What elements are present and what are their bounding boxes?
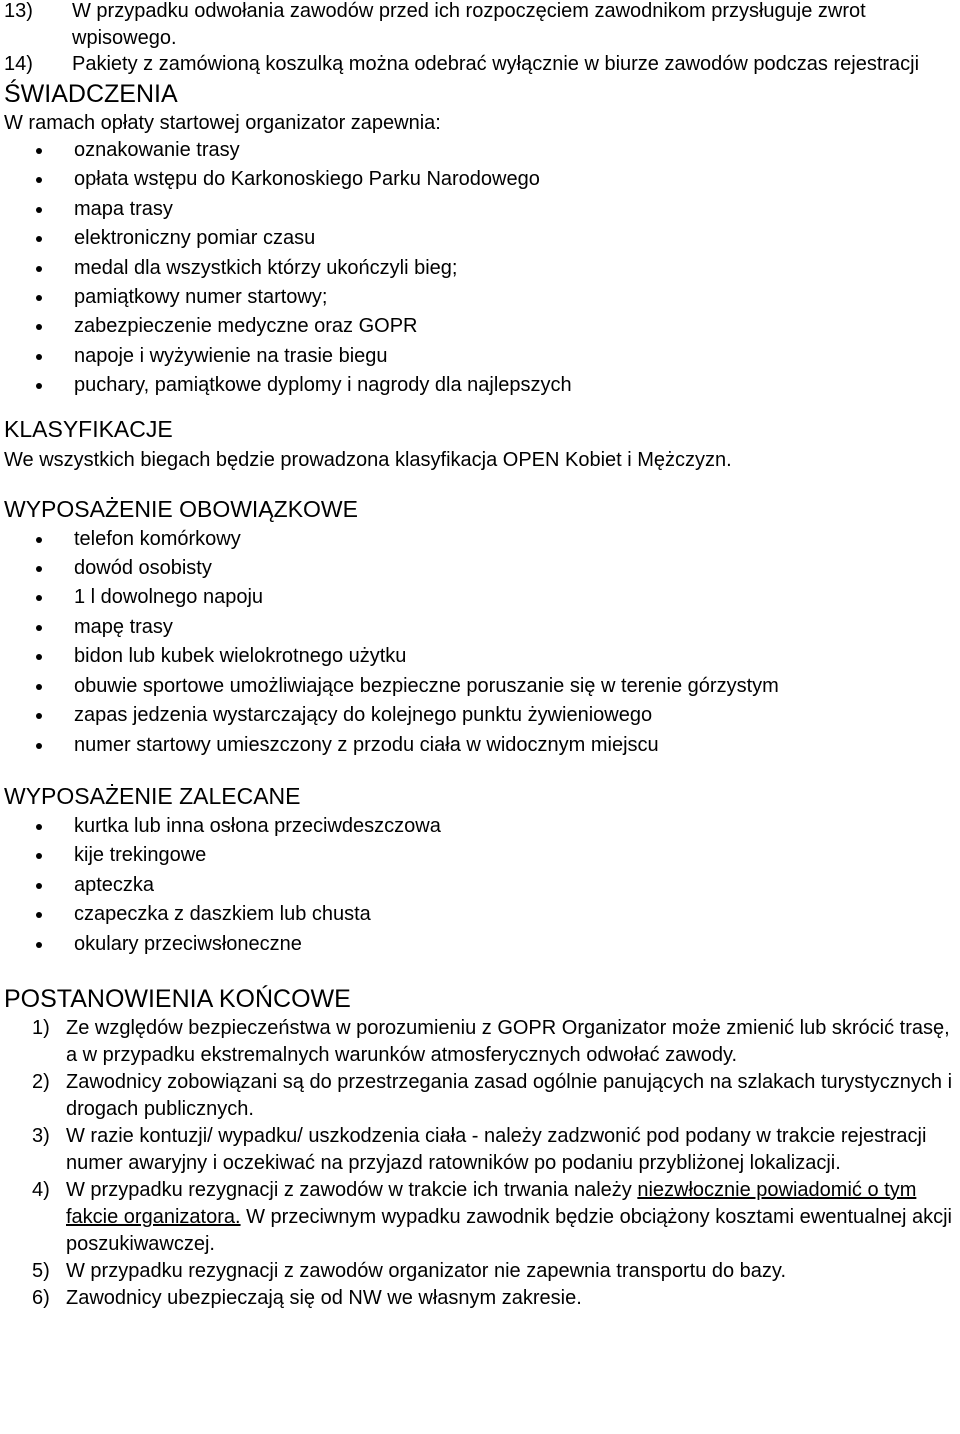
item-number: 13) [4, 0, 33, 22]
list-item: medal dla wszystkich którzy ukończyli bieg; [4, 254, 956, 283]
numbered-item [4, 51, 956, 78]
list-item: zapas jedzenia wystarczający do kolejnego punktu żywieniowego [4, 701, 956, 730]
document [4, 0, 956, 1312]
item-text-part: W przeciwnym wypadku zawodnik będzie obciążony kosztami ewentualnej akcji poszukiwawczej. [66, 1205, 952, 1255]
item-number: 2) [32, 1070, 50, 1093]
item-number: 3) [32, 1124, 50, 1147]
section-heading-wyposazenie-zalecane: WYPOSAŻENIE ZALECANE [4, 782, 301, 809]
item-number: 6) [32, 1286, 50, 1309]
list-item: opłata wstępu do Karkonoskiego Parku Narodowego [4, 165, 956, 194]
list-item: mapa trasy [4, 195, 956, 224]
list-item: napoje i wyżywienie na trasie biegu [4, 342, 956, 371]
numbered-item [4, 1258, 956, 1285]
list-item: kije trekingowe [4, 841, 956, 870]
item-number: 14) [4, 53, 33, 75]
list-item: bidon lub kubek wielokrotnego użytku [4, 642, 956, 671]
section-heading-swiadczenia: ŚWIADCZENIA [4, 80, 178, 108]
item-text [66, 1177, 956, 1258]
list-item: elektroniczny pomiar czasu [4, 224, 956, 253]
list-item: mapę trasy [4, 613, 956, 642]
numbered-item [4, 1177, 956, 1258]
list-item: kurtka lub inna osłona przeciwdeszczowa [4, 812, 956, 841]
final-provisions-list [4, 1015, 956, 1312]
numbered-item [4, 0, 956, 52]
list-item: oznakowanie trasy [4, 136, 956, 165]
list-item: czapeczka z daszkiem lub chusta [4, 900, 956, 929]
list-item: obuwie sportowe umożliwiające bezpieczne poruszanie się w terenie górzystym [4, 672, 956, 701]
section-heading-klasyfikacje: KLASYFIKACJE [4, 415, 173, 442]
list-item: okulary przeciwsłoneczne [4, 930, 956, 959]
list-item: 1 l dowolnego napoju [4, 583, 956, 612]
item-text: W przypadku odwołania zawodów przed ich rozpoczęciem zawodnikom przysługuje zwrot wpisowego. [72, 0, 866, 49]
mandatory-equipment-list [4, 525, 956, 760]
list-item: telefon komórkowy [4, 525, 956, 554]
numbered-item [4, 1285, 956, 1312]
section-heading-wyposazenie-obowiazkowe: WYPOSAŻENIE OBOWIĄZKOWE [4, 495, 358, 522]
item-text-part: W przypadku rezygnacji z zawodów w trakcie ich trwania należy [66, 1178, 638, 1201]
list-item: apteczka [4, 871, 956, 900]
item-text: W razie kontuzji/ wypadku/ uszkodzenia ciała - należy zadzwonić pod podany w trakcie rejestracji numer awaryjny i oczekiwać na przyjazd ratowników po podaniu przybliżonej lokalizacji. [66, 1124, 927, 1174]
numbered-item [4, 1069, 956, 1123]
section-intro: W ramach opłaty startowej organizator zapewnia: [4, 112, 441, 134]
benefits-list [4, 136, 956, 401]
list-item: zabezpieczenie medyczne oraz GOPR [4, 312, 956, 341]
classification-text: We wszystkich biegach będzie prowadzona klasyfikacja OPEN Kobiet i Mężczyzn. [4, 448, 732, 471]
item-text: W przypadku rezygnacji z zawodów organizator nie zapewnia transportu do bazy. [66, 1259, 786, 1282]
item-text: Zawodnicy zobowiązani są do przestrzegania zasad ogólnie panujących na szlakach turystycznych i drogach publicznych. [66, 1070, 953, 1120]
underlined-text: niezwłocznie powiadomić o tym fakcie organizatora. [66, 1178, 917, 1228]
list-item: pamiątkowy numer startowy; [4, 283, 956, 312]
item-number: 5) [32, 1259, 50, 1282]
numbered-item [4, 1015, 956, 1069]
item-text: Zawodnicy ubezpieczają się od NW we własnym zakresie. [66, 1286, 582, 1309]
list-item: dowód osobisty [4, 554, 956, 583]
item-text: Ze względów bezpieczeństwa w porozumieniu z GOPR Organizator może zmienić lub skrócić trasę, a w przypadku ekstremalnych warunków atmosferycznych odwołać zawody. [66, 1016, 950, 1066]
section-heading-postanowienia: POSTANOWIENIA KOŃCOWE [4, 984, 351, 1013]
recommended-equipment-list [4, 812, 956, 959]
numbered-item [4, 1123, 956, 1177]
item-number: 1) [32, 1016, 50, 1039]
item-number: 4) [32, 1178, 50, 1201]
list-item: puchary, pamiątkowe dyplomy i nagrody dla najlepszych [4, 371, 956, 400]
item-text: Pakiety z zamówioną koszulką można odebrać wyłącznie w biurze zawodów podczas rejestracji [72, 53, 920, 75]
list-item: numer startowy umieszczony z przodu ciała w widocznym miejscu [4, 731, 956, 760]
